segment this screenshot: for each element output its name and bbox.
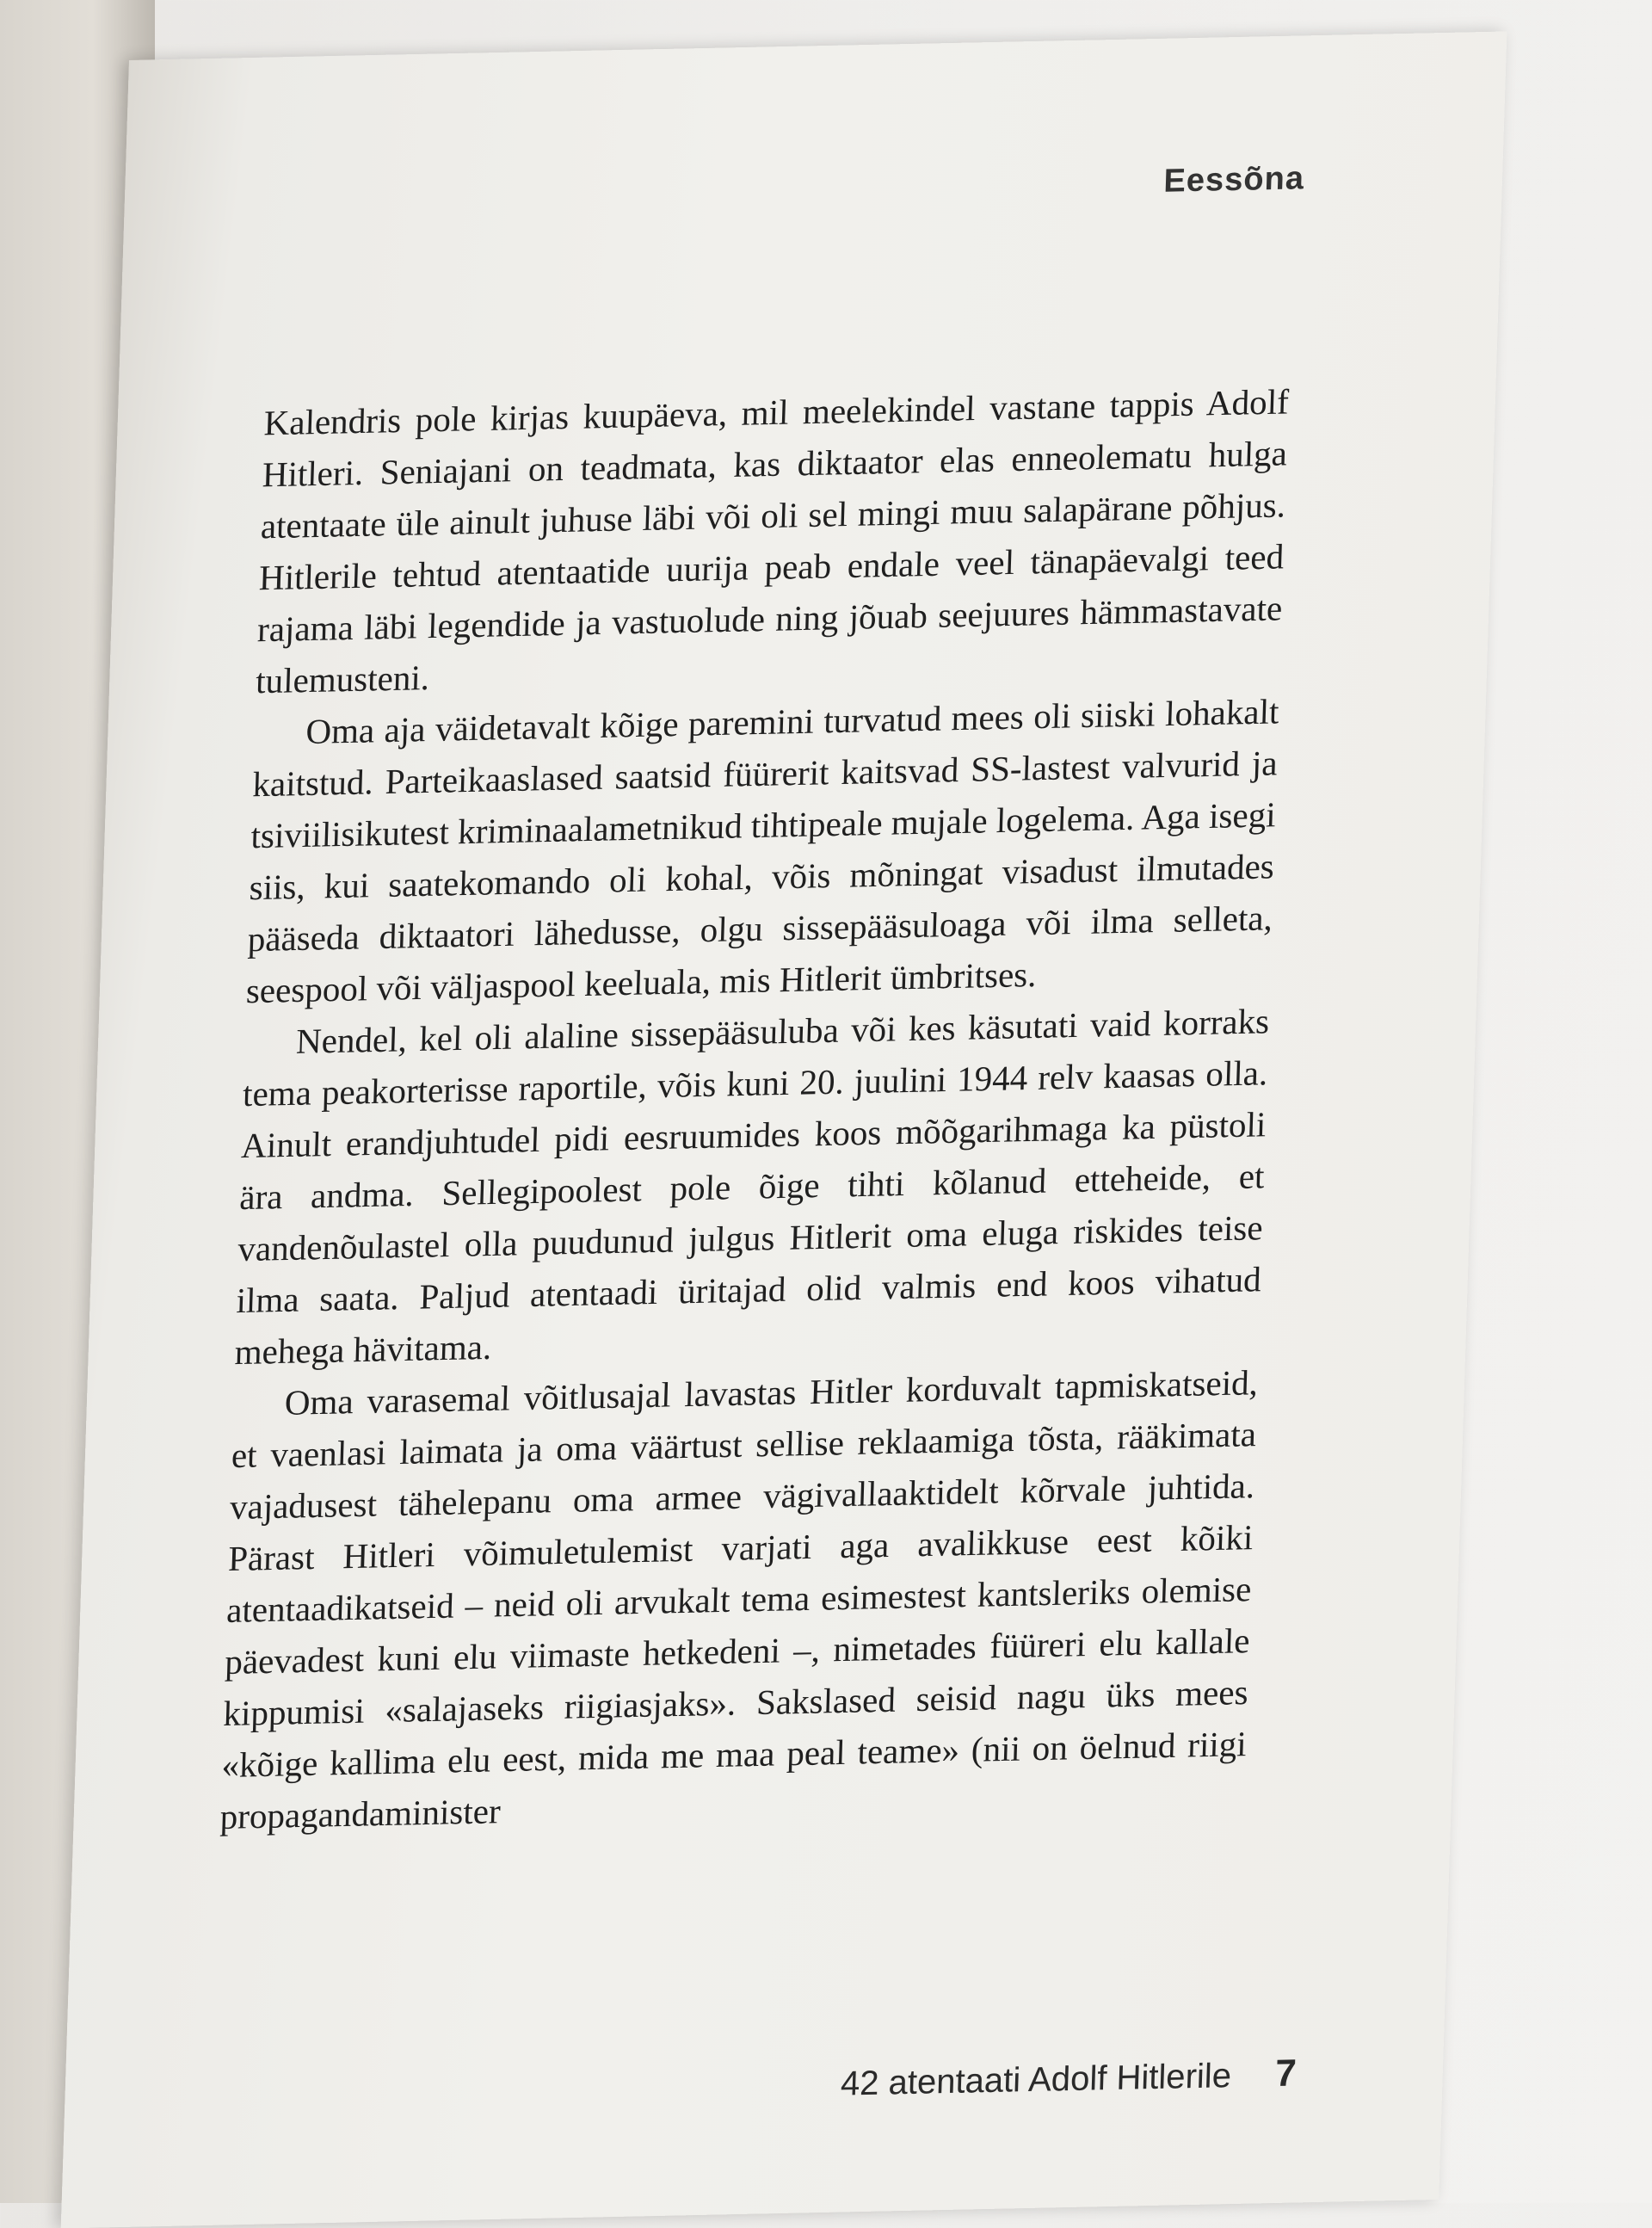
- paragraph-4: Oma varasemal võitlusajal lavastas Hitler korduvalt tapmiskatseid, et vaenlasi laimata ja oma väärtust sellise reklaamiga tõsta, rääkimata vajadusest tähelepanu oma armee vägivallaaktidelt kõrvale juhtida. Pärast Hitleri võimuletulemist varjati aga avalikkuse eest kõiki atentaadikatseid – neid oli arvukalt tema esimestest kantsleriks olemise päevadest kuni elu viimaste hetkedeni –, nimetades füüreri elu kallale kippumisi «salajaseks riigiasjaks». Sakslased seisid nagu üks mees «kõige kallima elu eest, mida me maa peal teame» (nii on öelnud riigi propagandaminister: [219, 1362, 1259, 1836]
- paragraph-3: Nendel, kel oli alaline sissepääsuluba või kes käsutati vaid korraks tema peakorterisse raportile, võis kuni 20. juulini 1944 relv kaasas olla. Ainult erandjuhtudel pidi eesruumides koos mõõgarihmaga ka püstoli ära andma. Sellegipoolest pole õige tihti kõlanud etteheide, et vandenõulastel olla puudunud julgus Hitlerit oma eluga riskides teise ilma saata. Paljud atentaadi üritajad olid valmis end koos vihatud mehega hävitama.: [234, 1001, 1270, 1373]
- running-head: Eessõna: [1162, 160, 1305, 200]
- page-footer: [840, 2052, 1297, 2105]
- body-text: [219, 375, 1290, 1842]
- footer-book-title: 42 atentaati Adolf Hitlerile: [840, 2057, 1232, 2103]
- page-number: 7: [1274, 2052, 1298, 2095]
- paragraph-2: Oma aja väidetavalt kõige paremini turvatud mees oli siiski lohakalt kaitstud. Parteikaaslased saatsid füürerit kaitsvad SS-lastest valvurid ja tsiviilisikutest kriminaalametnikud tihtipeale mujale logelema. Aga isegi siis, kui saatekomando oli kohal, võis mõningat visadust ilmutades pääseda diktaatori lähedusse, olgu sissepääsuloaga või ilma selleta, seespool või väljaspool keeluala, mis Hitlerit ümbritses.: [245, 691, 1280, 1011]
- paragraph-1: Kalendris pole kirjas kuupäeva, mil meelekindel vastane tappis Adolf Hitleri. Seniajani on teadmata, kas diktaator elas enneolematu hulga atentaate üle ainult juhuse läbi või oli sel mingi muu salapärane põhjus. Hitlerile tehtud atentaatide uurija peab endale veel tänapäevalgi teed rajama läbi legendide ja vastuolude ning jõuab seejuures hämmastavate tulemusteni.: [255, 381, 1290, 701]
- book-page: [61, 31, 1507, 2228]
